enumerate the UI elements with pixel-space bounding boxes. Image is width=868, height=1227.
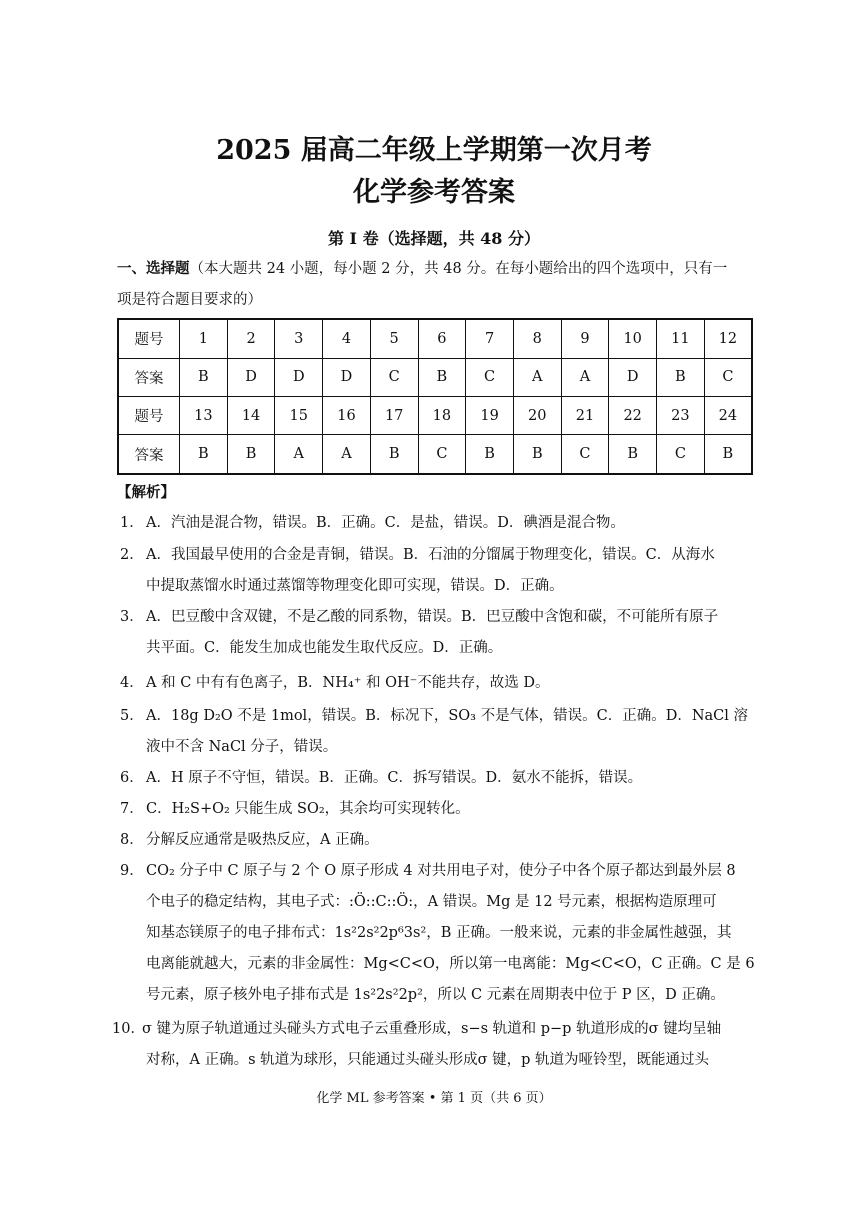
page-footer: 化学 ML 参考答案 • 第 1 页（共 6 页） [316, 1091, 552, 1106]
table-row-answers-1 [118, 358, 752, 396]
item-text-line: C．H₂S+O₂ 只能生成 SO₂，其余均可实现转化。 [146, 801, 470, 817]
item-text-line: 共平面。C．能发生加成也能发生取代反应。D．正确。 [146, 640, 503, 656]
item-number: 8． [120, 832, 144, 848]
item-number: 2． [120, 547, 144, 563]
analysis-heading: 【解析】 [117, 484, 175, 501]
question-number-cell: 8 [513, 319, 561, 358]
item-number: 10． [112, 1021, 145, 1037]
question-number-cell: 21 [561, 396, 609, 434]
answer-cell: A [323, 435, 371, 474]
answer-cell: C [561, 435, 609, 474]
item-text-line: σ 键为原子轨道通过头碰头方式电子云重叠形成，s−s 轨道和 p−p 轨道形成的σ 键均呈轴 [142, 1021, 722, 1037]
analysis-item [120, 508, 756, 539]
question-number-cell: 4 [323, 319, 371, 358]
item-text-line: A 和 C 中有有色离子，B．NH₄⁺ 和 OH⁻不能共存，故选 D。 [146, 675, 550, 691]
answer-cell: B [704, 435, 752, 474]
item-number: 7． [120, 801, 144, 817]
table-row-numbers-1 [118, 319, 752, 358]
question-number-cell: 6 [418, 319, 466, 358]
instructions-line-2: 项是符合题目要求的） [117, 292, 262, 308]
question-number-cell: 16 [323, 396, 371, 434]
section-instructions [117, 253, 757, 316]
analysis-item [120, 856, 756, 1011]
item-number: 4． [120, 675, 144, 691]
item-text-line: A．汽油是混合物，错误。B．正确。C．是盐，错误。D．碘酒是混合物。 [146, 515, 625, 531]
analysis-item [120, 763, 756, 794]
question-number-cell: 20 [513, 396, 561, 434]
item-text-line: A．H 原子不守恒，错误。B．正确。C．拆写错误。D．氨水不能拆，错误。 [146, 770, 643, 786]
row-label-question: 题号 [118, 396, 180, 434]
item-text-line: 号元素，原子核外电子排布式是 1s²2s²2p²，所以 C 元素在周期表中位于 P 区，D 正确。 [146, 987, 725, 1003]
answer-cell: B [180, 435, 228, 474]
analysis-item [120, 701, 756, 763]
question-number-cell: 22 [609, 396, 657, 434]
question-number-cell: 9 [561, 319, 609, 358]
item-text-line: 个电子的稳定结构，其电子式：:Ö::C::Ö:，A 错误。Mg 是 12 号元素，根据构造原理可 [146, 894, 717, 910]
answer-cell: A [513, 358, 561, 396]
question-number-cell: 17 [370, 396, 418, 434]
row-label-answer: 答案 [118, 358, 180, 396]
answer-cell: B [657, 358, 705, 396]
item-text-line: 分解反应通常是吸热反应，A 正确。 [146, 832, 379, 848]
item-number: 1． [120, 515, 144, 531]
item-text-line: A．我国最早使用的合金是青铜，错误。B．石油的分馏属于物理变化，错误。C．从海水 [146, 547, 715, 563]
question-number-cell: 2 [227, 319, 275, 358]
answer-cell: B [180, 358, 228, 396]
instructions-line-1: （本大题共 24 小题，每小题 2 分，共 48 分。在每小题给出的四个选项中，只有一 [189, 261, 728, 277]
answer-cell: D [227, 358, 275, 396]
answer-cell: D [609, 358, 657, 396]
item-text-line: A．18g D₂O 不是 1mol，错误。B．标况下，SO₃ 不是气体，错误。C．正确。D．NaCl 溶 [146, 708, 748, 724]
analysis-item [120, 825, 756, 856]
question-number-cell: 23 [657, 396, 705, 434]
row-label-question: 题号 [118, 319, 180, 358]
answer-cell: B [370, 435, 418, 474]
question-number-cell: 18 [418, 396, 466, 434]
question-number-cell: 11 [657, 319, 705, 358]
question-number-cell: 24 [704, 396, 752, 434]
item-number: 3． [120, 609, 144, 625]
answer-cell: C [704, 358, 752, 396]
volume-heading: 第 Ⅰ 卷（选择题，共 48 分） [327, 229, 541, 248]
question-number-cell: 19 [466, 396, 514, 434]
answer-cell: B [466, 435, 514, 474]
question-number-cell: 3 [275, 319, 323, 358]
document-subtitle: 化学参考答案 [353, 177, 515, 208]
row-label-answer: 答案 [118, 435, 180, 474]
question-number-cell: 5 [370, 319, 418, 358]
question-number-cell: 13 [180, 396, 228, 434]
document-title: 2025 届高二年级上学期第一次月考 [216, 135, 652, 166]
question-number-cell: 14 [227, 396, 275, 434]
item-text-line: 中提取蒸馏水时通过蒸馏等物理变化即可实现，错误。D．正确。 [146, 578, 564, 594]
analysis-item [120, 668, 756, 699]
question-number-cell: 1 [180, 319, 228, 358]
answer-cell: C [418, 435, 466, 474]
question-number-cell: 15 [275, 396, 323, 434]
item-number: 9． [120, 863, 144, 879]
item-text-line: 电离能就越大，元素的非金属性：Mg<C<O，所以第一电离能：Mg<C<O，C 正确。C 是 6 [146, 956, 755, 972]
item-text-line: A．巴豆酸中含双键，不是乙酸的同系物，错误。B．巴豆酸中含饱和碳，不可能所有原子 [146, 609, 719, 625]
item-text-line: 液中不含 NaCl 分子，错误。 [146, 739, 338, 755]
table-row-answers-2 [118, 435, 752, 474]
question-number-cell: 10 [609, 319, 657, 358]
analysis-item [120, 794, 756, 825]
item-number: 5． [120, 708, 144, 724]
item-number: 6． [120, 770, 144, 786]
item-text-line: 知基态镁原子的电子排布式：1s²2s²2p⁶3s²，B 正确。一般来说，元素的非金属性越强，其 [146, 925, 732, 941]
analysis-item [112, 1014, 756, 1076]
answer-cell: B [227, 435, 275, 474]
question-number-cell: 12 [704, 319, 752, 358]
section-label: 一、选择题 [117, 260, 190, 277]
question-number-cell: 7 [466, 319, 514, 358]
analysis-item [120, 602, 756, 664]
item-text-line: CO₂ 分子中 C 原子与 2 个 O 原子形成 4 对共用电子对，使分子中各个原子都达到最外层 8 [146, 863, 736, 879]
answer-cell: B [513, 435, 561, 474]
table-row-numbers-2 [118, 396, 752, 434]
answer-cell: B [418, 358, 466, 396]
answer-cell: B [609, 435, 657, 474]
answer-cell: C [466, 358, 514, 396]
answer-cell: C [370, 358, 418, 396]
answer-table [117, 318, 753, 475]
item-text-line: 对称，A 正确。s 轨道为球形，只能通过头碰头形成σ 键，p 轨道为哑铃型，既能通过头 [146, 1052, 710, 1068]
answer-cell: D [275, 358, 323, 396]
answer-cell: A [561, 358, 609, 396]
answer-cell: C [657, 435, 705, 474]
answer-cell: D [323, 358, 371, 396]
answer-cell: A [275, 435, 323, 474]
analysis-item [120, 540, 756, 602]
